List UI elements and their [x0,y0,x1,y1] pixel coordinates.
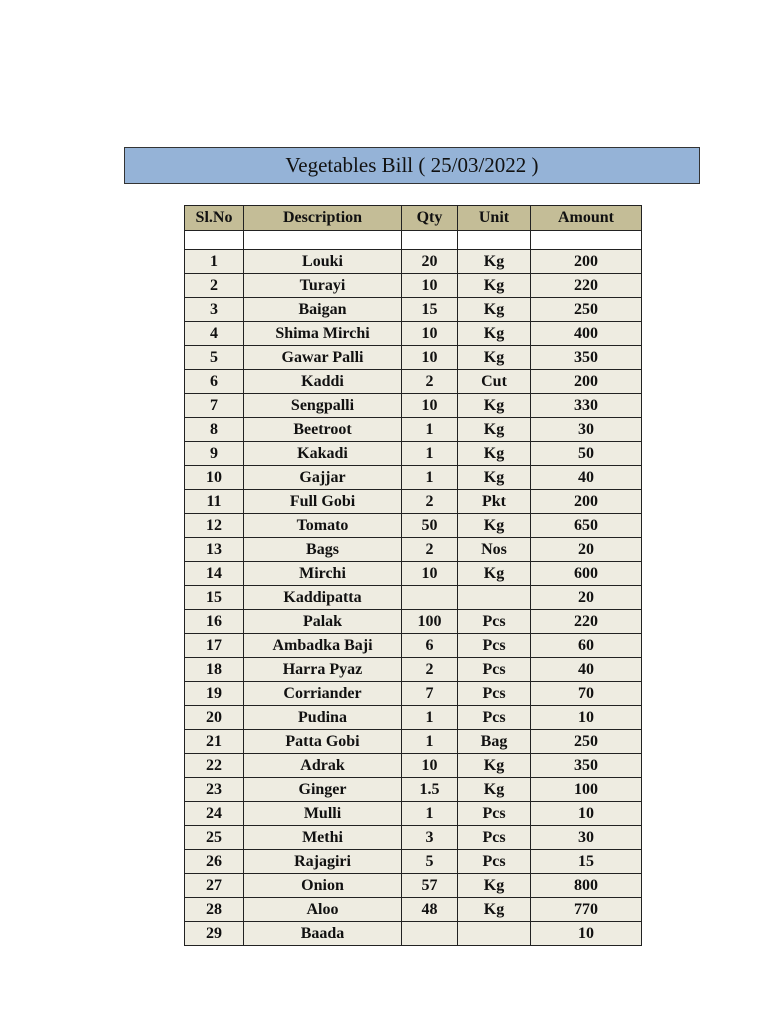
cell-amount: 800 [531,874,642,898]
cell-sl-no: 11 [185,490,244,514]
cell-qty: 1 [402,730,458,754]
table-row [185,298,642,322]
cell-description: Pudina [244,706,402,730]
table-row [185,538,642,562]
cell-amount: 650 [531,514,642,538]
cell-amount: 30 [531,826,642,850]
cell-qty: 5 [402,850,458,874]
cell-amount: 250 [531,730,642,754]
cell-unit: Kg [458,442,531,466]
cell-sl-no: 4 [185,322,244,346]
cell-description: Sengpalli [244,394,402,418]
cell-description: Ambadka Baji [244,634,402,658]
cell-amount: 15 [531,850,642,874]
cell-unit: Kg [458,874,531,898]
cell-description: Bags [244,538,402,562]
cell-unit: Pcs [458,826,531,850]
table-row [185,682,642,706]
table-row [185,466,642,490]
cell-sl-no: 22 [185,754,244,778]
header-description: Description [244,206,402,231]
cell-description: Kakadi [244,442,402,466]
cell-unit: Pcs [458,634,531,658]
cell-description: Gajjar [244,466,402,490]
header-unit: Unit [458,206,531,231]
cell-description: Mulli [244,802,402,826]
cell-amount: 70 [531,682,642,706]
cell-qty: 1.5 [402,778,458,802]
bill-title: Vegetables Bill ( 25/03/2022 ) [124,147,700,184]
cell-description: Kaddi [244,370,402,394]
cell-description: Aloo [244,898,402,922]
cell-qty: 1 [402,466,458,490]
blank-cell [458,231,531,250]
cell-amount: 250 [531,298,642,322]
cell-amount: 50 [531,442,642,466]
cell-unit: Kg [458,898,531,922]
cell-unit: Cut [458,370,531,394]
cell-unit: Pcs [458,682,531,706]
cell-qty: 2 [402,370,458,394]
cell-unit: Bag [458,730,531,754]
cell-unit: Kg [458,250,531,274]
cell-amount: 600 [531,562,642,586]
cell-amount: 20 [531,538,642,562]
cell-qty: 1 [402,442,458,466]
cell-amount: 330 [531,394,642,418]
cell-qty: 10 [402,394,458,418]
cell-unit: Kg [458,754,531,778]
cell-qty [402,922,458,946]
cell-sl-no: 24 [185,802,244,826]
cell-description: Mirchi [244,562,402,586]
cell-description: Corriander [244,682,402,706]
header-amount: Amount [531,206,642,231]
cell-qty [402,586,458,610]
blank-cell [244,231,402,250]
cell-sl-no: 10 [185,466,244,490]
cell-qty: 2 [402,658,458,682]
cell-description: Baada [244,922,402,946]
cell-sl-no: 20 [185,706,244,730]
cell-unit: Pcs [458,610,531,634]
table-row [185,394,642,418]
table-row [185,346,642,370]
table-body [185,231,642,946]
cell-unit: Kg [458,274,531,298]
table-row [185,442,642,466]
cell-qty: 10 [402,322,458,346]
cell-description: Ginger [244,778,402,802]
table-row [185,826,642,850]
cell-qty: 10 [402,274,458,298]
cell-qty: 2 [402,490,458,514]
cell-description: Shima Mirchi [244,322,402,346]
table-row [185,730,642,754]
cell-qty: 3 [402,826,458,850]
cell-qty: 7 [402,682,458,706]
cell-amount: 350 [531,754,642,778]
cell-qty: 48 [402,898,458,922]
cell-description: Adrak [244,754,402,778]
cell-unit: Pkt [458,490,531,514]
cell-description: Louki [244,250,402,274]
cell-amount: 770 [531,898,642,922]
table-row [185,778,642,802]
cell-sl-no: 14 [185,562,244,586]
blank-cell [531,231,642,250]
cell-qty: 100 [402,610,458,634]
cell-qty: 1 [402,802,458,826]
cell-qty: 15 [402,298,458,322]
table-row [185,922,642,946]
cell-amount: 200 [531,250,642,274]
table-row [185,490,642,514]
cell-amount: 30 [531,418,642,442]
cell-unit: Kg [458,394,531,418]
cell-amount: 40 [531,658,642,682]
cell-unit: Pcs [458,802,531,826]
cell-sl-no: 15 [185,586,244,610]
cell-description: Patta Gobi [244,730,402,754]
table-row [185,874,642,898]
table-row [185,706,642,730]
table-row [185,850,642,874]
cell-qty: 1 [402,706,458,730]
table-row [185,754,642,778]
cell-amount: 60 [531,634,642,658]
cell-unit: Kg [458,346,531,370]
table-row [185,586,642,610]
cell-qty: 50 [402,514,458,538]
cell-sl-no: 3 [185,298,244,322]
cell-qty: 1 [402,418,458,442]
cell-amount: 220 [531,610,642,634]
bill-table [184,205,642,946]
cell-description: Kaddipatta [244,586,402,610]
cell-sl-no: 28 [185,898,244,922]
cell-amount: 40 [531,466,642,490]
cell-qty: 10 [402,562,458,586]
cell-sl-no: 1 [185,250,244,274]
cell-sl-no: 27 [185,874,244,898]
cell-sl-no: 5 [185,346,244,370]
cell-qty: 57 [402,874,458,898]
cell-unit [458,922,531,946]
cell-amount: 100 [531,778,642,802]
cell-sl-no: 17 [185,634,244,658]
table-row [185,370,642,394]
blank-cell [185,231,244,250]
cell-qty: 2 [402,538,458,562]
cell-description: Methi [244,826,402,850]
cell-amount: 20 [531,586,642,610]
cell-sl-no: 16 [185,610,244,634]
cell-amount: 220 [531,274,642,298]
table-row [185,418,642,442]
cell-unit: Pcs [458,658,531,682]
cell-description: Gawar Palli [244,346,402,370]
table-row [185,634,642,658]
table-row [185,250,642,274]
cell-description: Tomato [244,514,402,538]
cell-amount: 10 [531,706,642,730]
cell-sl-no: 18 [185,658,244,682]
cell-unit [458,586,531,610]
cell-amount: 400 [531,322,642,346]
cell-description: Rajagiri [244,850,402,874]
cell-sl-no: 23 [185,778,244,802]
cell-description: Full Gobi [244,490,402,514]
cell-description: Onion [244,874,402,898]
blank-row [185,231,642,250]
cell-unit: Kg [458,562,531,586]
cell-sl-no: 9 [185,442,244,466]
cell-sl-no: 8 [185,418,244,442]
cell-unit: Pcs [458,706,531,730]
cell-sl-no: 26 [185,850,244,874]
cell-amount: 10 [531,802,642,826]
cell-description: Baigan [244,298,402,322]
cell-sl-no: 29 [185,922,244,946]
cell-qty: 6 [402,634,458,658]
cell-description: Palak [244,610,402,634]
cell-description: Harra Pyaz [244,658,402,682]
cell-unit: Kg [458,514,531,538]
cell-unit: Pcs [458,850,531,874]
header-sl-no: Sl.No [185,206,244,231]
cell-amount: 200 [531,490,642,514]
cell-sl-no: 12 [185,514,244,538]
cell-unit: Kg [458,298,531,322]
cell-unit: Kg [458,418,531,442]
cell-description: Turayi [244,274,402,298]
cell-sl-no: 7 [185,394,244,418]
table-row [185,802,642,826]
cell-qty: 20 [402,250,458,274]
table-row [185,322,642,346]
cell-unit: Kg [458,466,531,490]
cell-unit: Kg [458,778,531,802]
table-row [185,658,642,682]
cell-unit: Nos [458,538,531,562]
table-row [185,274,642,298]
cell-sl-no: 13 [185,538,244,562]
cell-sl-no: 6 [185,370,244,394]
cell-amount: 200 [531,370,642,394]
table-row [185,898,642,922]
cell-unit: Kg [458,322,531,346]
table-row [185,514,642,538]
cell-amount: 10 [531,922,642,946]
blank-cell [402,231,458,250]
cell-description: Beetroot [244,418,402,442]
table-row [185,562,642,586]
table-row [185,610,642,634]
header-qty: Qty [402,206,458,231]
cell-sl-no: 25 [185,826,244,850]
cell-sl-no: 2 [185,274,244,298]
cell-qty: 10 [402,754,458,778]
cell-sl-no: 21 [185,730,244,754]
cell-qty: 10 [402,346,458,370]
cell-amount: 350 [531,346,642,370]
cell-sl-no: 19 [185,682,244,706]
table-header-row [185,206,642,231]
